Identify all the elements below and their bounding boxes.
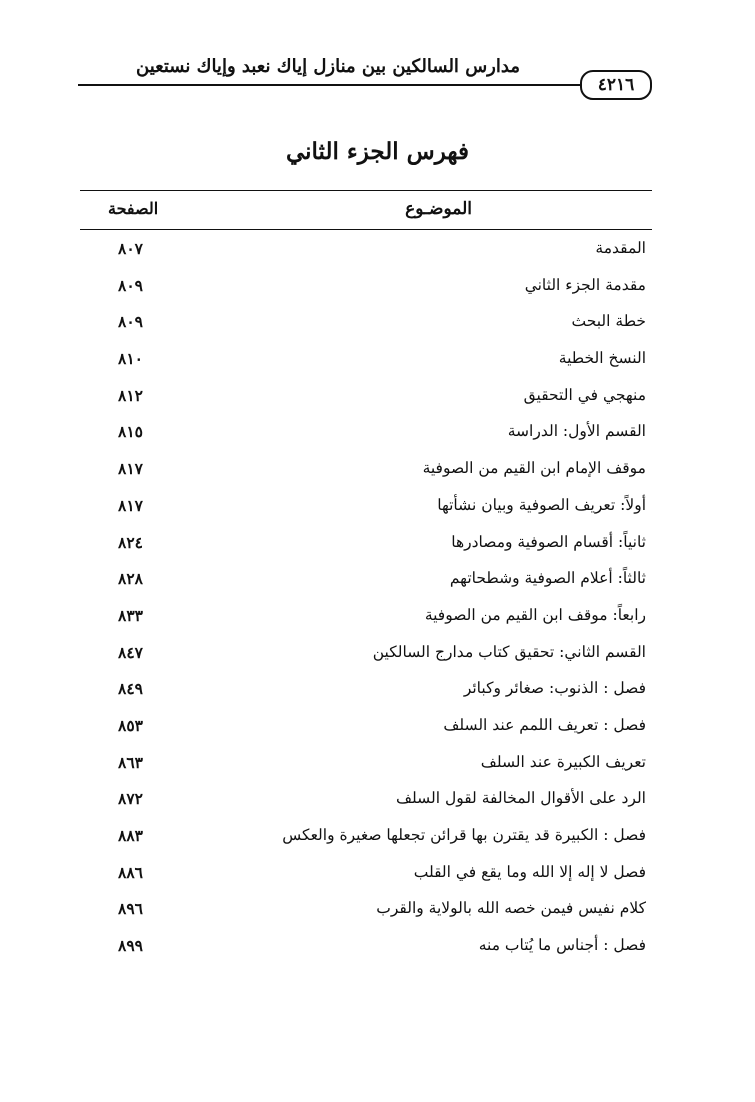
- entry-page-number: ٨٩٦: [118, 899, 143, 919]
- index-entry: [80, 636, 652, 673]
- index-table-header: [80, 190, 652, 230]
- entry-topic: فصل : الذنوب: صغائر وكبائر: [463, 679, 646, 698]
- index-title: فهرس الجزء الثاني: [285, 138, 470, 165]
- entry-topic: القسم الأول: الدراسة: [507, 422, 646, 441]
- entry-page-number: ٨١٢: [118, 385, 143, 405]
- entry-topic: خطة البحث: [571, 312, 646, 331]
- header-rule: [78, 84, 650, 86]
- index-entry: [80, 709, 652, 746]
- index-entry: [80, 379, 652, 416]
- entry-page-number: ٨١٠: [118, 349, 143, 369]
- entry-topic: أولاً: تعريف الصوفية وبيان نشأتها: [437, 495, 646, 514]
- index-entry: [80, 856, 652, 893]
- entry-topic: ثانياً: أقسام الصوفية ومصادرها: [451, 532, 646, 551]
- entry-topic: فصل : الكبيرة قد يقترن بها قرائن تجعلها صغيرة والعكس: [282, 826, 646, 844]
- entry-page-number: ٨١٧: [118, 495, 143, 515]
- entry-topic: فصل : تعريف اللمم عند السلف: [443, 715, 646, 734]
- index-entry: [80, 305, 652, 342]
- entry-topic: النسخ الخطية: [558, 349, 646, 368]
- entry-topic: القسم الثاني: تحقيق كتاب مدارج السالكين: [372, 642, 646, 661]
- entry-topic: فصل : أجناس ما يُتاب منه: [478, 936, 646, 955]
- index-entry: [80, 232, 652, 269]
- entry-page-number: ٨٣٣: [118, 605, 143, 625]
- entry-page-number: ٨٢٤: [118, 532, 143, 552]
- index-entry: [80, 672, 652, 709]
- entry-page-number: ٨١٧: [118, 459, 143, 479]
- index-entries: [80, 232, 652, 966]
- entry-page-number: ٨٧٢: [118, 789, 143, 809]
- page-number: ٤٢١٦: [580, 70, 652, 100]
- column-page-label: الصفحة: [108, 199, 159, 218]
- entry-topic: مقدمة الجزء الثاني: [524, 275, 646, 294]
- entry-topic: الرد على الأقوال المخالفة لقول السلف: [395, 789, 646, 808]
- entry-page-number: ٨٤٩: [118, 679, 143, 699]
- index-entry: [80, 892, 652, 929]
- entry-topic: كلام نفيس فيمن خصه الله بالولاية والقرب: [376, 899, 646, 918]
- index-entry: [80, 342, 652, 379]
- entry-page-number: ٨٨٦: [118, 862, 143, 882]
- entry-page-number: ٨٢٨: [118, 569, 143, 589]
- index-entry: [80, 269, 652, 306]
- entry-topic: المقدمة: [595, 239, 646, 257]
- running-header: [78, 48, 650, 94]
- entry-page-number: ٨٠٧: [118, 239, 143, 258]
- index-entry: [80, 526, 652, 563]
- entry-page-number: ٨٦٣: [118, 752, 143, 772]
- entry-page-number: ٨٩٩: [118, 936, 143, 956]
- entry-page-number: ٨٥٣: [118, 715, 143, 735]
- entry-topic: منهجي في التحقيق: [523, 385, 646, 404]
- index-entry: [80, 489, 652, 526]
- index-entry: [80, 929, 652, 966]
- index-entry: [80, 415, 652, 452]
- entry-topic: ثالثاً: أعلام الصوفية وشطحاتهم: [449, 569, 646, 588]
- column-topic-label: الموضـوع: [405, 199, 472, 219]
- entry-topic: رابعاً: موقف ابن القيم من الصوفية: [424, 605, 646, 624]
- entry-page-number: ٨٠٩: [118, 275, 143, 295]
- index-entry: [80, 599, 652, 636]
- entry-topic: تعريف الكبيرة عند السلف: [480, 752, 646, 771]
- entry-page-number: ٨٨٣: [118, 826, 143, 845]
- index-entry: [80, 562, 652, 599]
- entry-page-number: ٨٠٩: [118, 312, 143, 332]
- entry-topic: فصل لا إله إلا الله وما يقع في القلب: [413, 862, 646, 881]
- entry-page-number: ٨١٥: [118, 422, 143, 442]
- entry-topic: موقف الإمام ابن القيم من الصوفية: [422, 459, 646, 478]
- book-title: مدارس السالكين بين منازل إياك نعبد وإياك نستعين: [136, 56, 520, 77]
- index-entry: [80, 782, 652, 819]
- index-entry: [80, 746, 652, 783]
- index-entry: [80, 819, 652, 856]
- entry-page-number: ٨٤٧: [118, 642, 143, 662]
- index-entry: [80, 452, 652, 489]
